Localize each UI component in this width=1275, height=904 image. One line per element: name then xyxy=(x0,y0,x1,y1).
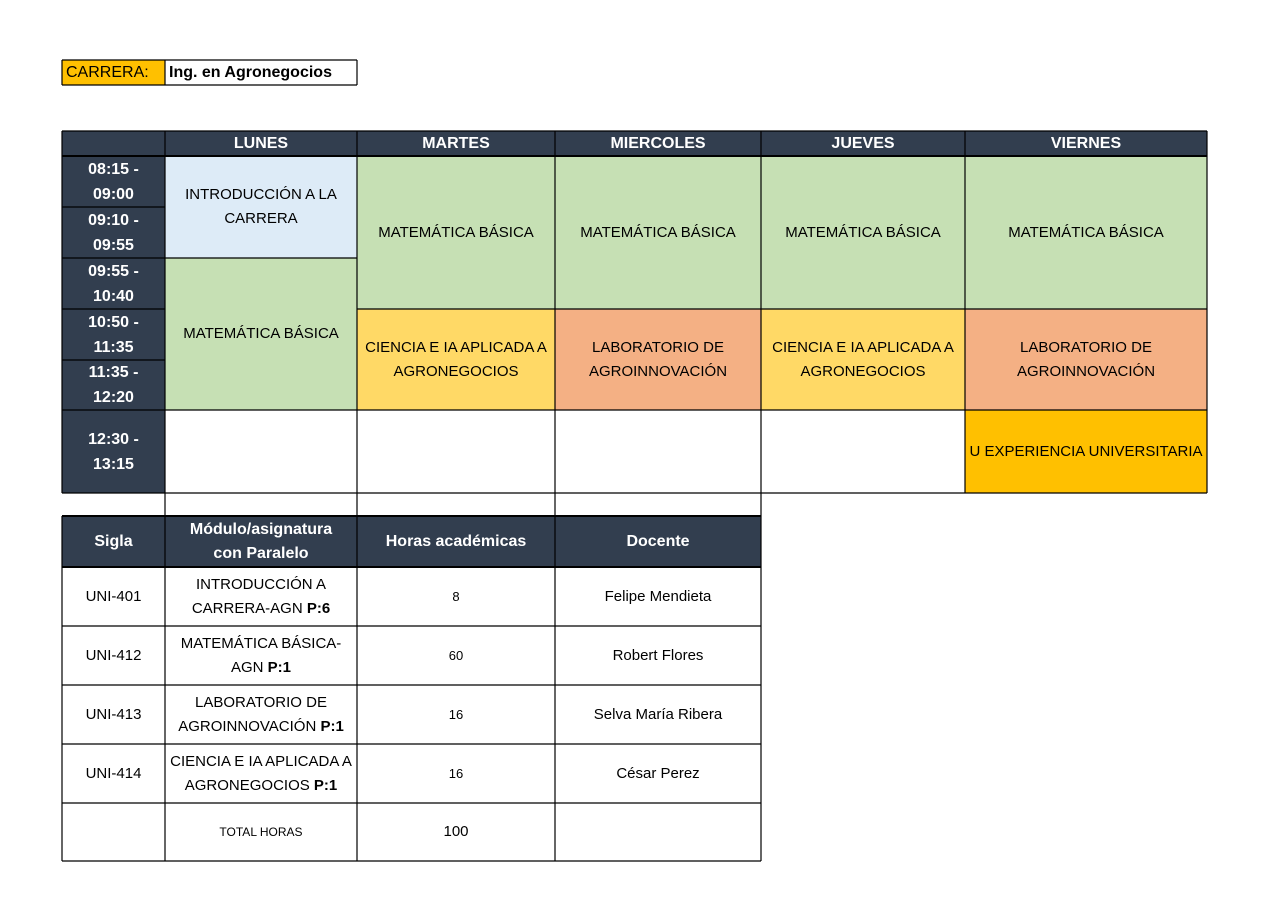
total-label: TOTAL HORAS xyxy=(219,825,303,839)
subject-name-text xyxy=(173,691,349,739)
time-start: 11:35 - xyxy=(88,364,139,381)
day-header-viernes: VIERNES xyxy=(965,131,1207,156)
subject-name-text xyxy=(175,632,347,680)
subjects-header-docente: Docente xyxy=(555,516,761,567)
class-block-ciencia: CIENCIA E IA APLICADA A AGRONEGOCIOS xyxy=(761,309,965,410)
subject-name-text xyxy=(167,750,355,798)
class-block-ciencia: CIENCIA E IA APLICADA A AGRONEGOCIOS xyxy=(357,309,555,410)
class-block-math: MATEMÁTICA BÁSICA xyxy=(555,156,761,309)
subjects-header-sigla: Sigla xyxy=(62,516,165,567)
class-block-lab: LABORATORIO DE AGROINNOVACIÓN xyxy=(555,309,761,410)
empty-slot xyxy=(761,410,965,493)
empty-slot xyxy=(165,410,357,493)
time-start: 09:55 - xyxy=(88,262,139,280)
subject-hours: 16 xyxy=(448,706,464,722)
subject-sigla: UNI-412 xyxy=(85,646,142,664)
time-slot xyxy=(62,258,165,309)
subject-hours: 16 xyxy=(448,765,464,781)
subject-teacher: César Perez xyxy=(616,764,700,782)
day-header-martes: MARTES xyxy=(357,131,555,156)
class-block-math: MATEMÁTICA BÁSICA xyxy=(165,258,357,410)
subjects-header-horas: Horas académicas xyxy=(357,516,555,567)
day-header-miercoles: MIERCOLES xyxy=(555,131,761,156)
time-slot xyxy=(62,156,165,207)
time-start: 08:15 - xyxy=(88,160,139,178)
total-hours: 100 xyxy=(443,823,469,840)
subject-name xyxy=(165,744,357,803)
subject-title: CIENCIA E IA APLICADA A AGRONEGOCIOS xyxy=(170,752,352,794)
subject-title: LABORATORIO DE AGROINNOVACIÓN xyxy=(178,693,327,735)
subject-name-text xyxy=(185,573,337,621)
total-docente-empty xyxy=(555,803,761,861)
subject-teacher: Robert Flores xyxy=(612,646,704,664)
subject-name xyxy=(165,685,357,744)
time-start: 12:30 - xyxy=(88,430,139,448)
class-block-lab: LABORATORIO DE AGROINNOVACIÓN xyxy=(965,309,1207,410)
time-start: 09:10 - xyxy=(88,211,139,229)
time-start: 10:50 - xyxy=(88,313,139,331)
subject-sigla: UNI-413 xyxy=(85,705,142,723)
time-end: 10:40 xyxy=(93,287,134,305)
time-slot xyxy=(62,360,165,410)
empty-slot xyxy=(357,410,555,493)
class-block-intro: INTRODUCCIÓN A LA CARRERA xyxy=(165,156,357,258)
class-block-experiencia: U EXPERIENCIA UNIVERSITARIA xyxy=(965,410,1207,493)
time-end: 09:00 xyxy=(93,185,134,203)
subject-teacher: Selva María Ribera xyxy=(593,705,723,723)
day-header-jueves: JUEVES xyxy=(761,131,965,156)
subject-paralelo: P:1 xyxy=(267,658,292,676)
subject-name xyxy=(165,626,357,685)
subject-title: MATEMÁTICA BÁSICA-AGN xyxy=(180,634,342,676)
subject-paralelo: P:1 xyxy=(313,776,338,794)
day-header-lunes: LUNES xyxy=(165,131,357,156)
schedule-corner xyxy=(62,131,165,156)
empty-slot xyxy=(555,410,761,493)
subject-title: INTRODUCCIÓN A CARRERA-AGN xyxy=(191,575,326,617)
time-end: 12:20 xyxy=(93,389,134,406)
subject-paralelo: P:6 xyxy=(306,599,331,617)
time-slot xyxy=(62,309,165,360)
total-sigla-empty xyxy=(62,803,165,861)
time-slot xyxy=(62,410,165,493)
subject-sigla: UNI-414 xyxy=(85,764,142,782)
subject-sigla: UNI-401 xyxy=(85,587,142,605)
career-label: CARRERA: xyxy=(62,60,165,85)
subject-hours: 8 xyxy=(452,588,460,604)
time-end: 11:35 xyxy=(93,338,134,356)
career-value: Ing. en Agronegocios xyxy=(169,63,332,81)
subject-hours: 60 xyxy=(448,647,464,663)
subject-paralelo: P:1 xyxy=(320,717,344,735)
subject-name xyxy=(165,567,357,626)
class-block-math: MATEMÁTICA BÁSICA xyxy=(761,156,965,309)
time-end: 09:55 xyxy=(93,236,134,254)
subjects-header-modulo: Módulo/asignatura con Paralelo xyxy=(165,516,357,567)
subject-teacher: Felipe Mendieta xyxy=(604,587,712,605)
class-block-math: MATEMÁTICA BÁSICA xyxy=(965,156,1207,309)
time-end: 13:15 xyxy=(93,455,134,473)
time-slot xyxy=(62,207,165,258)
class-block-math: MATEMÁTICA BÁSICA xyxy=(357,156,555,309)
